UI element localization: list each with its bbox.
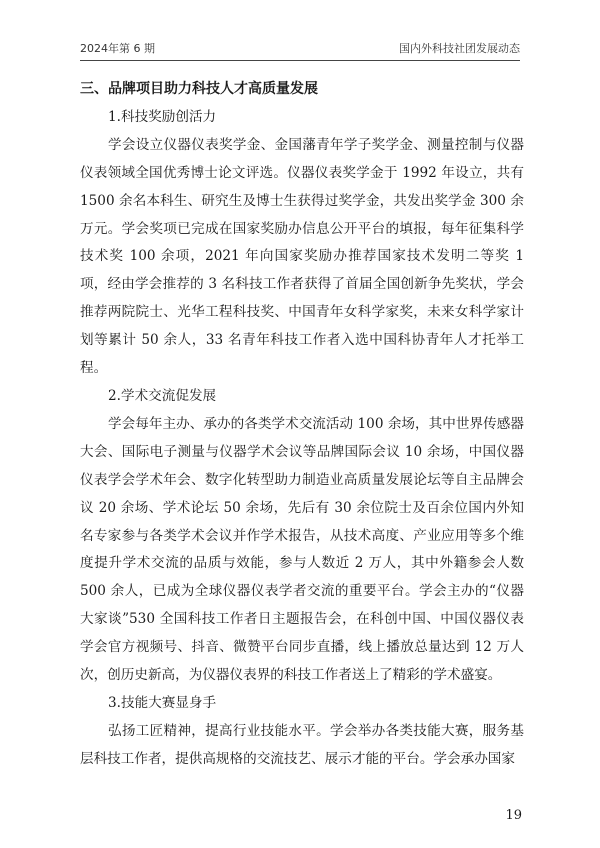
page-number: 19 — [505, 808, 522, 823]
article-body — [80, 76, 524, 774]
body-paragraph: 弘扬工匠精神，提高行业技能水平。学会举办各类技能大赛，服务基层科技工作者，提供高规格的交流技艺、展示才能的平台。学会承办国家 — [80, 722, 524, 767]
publication-title: 国内外科技社团发展动态 — [399, 42, 520, 55]
subsection-heading: 2.学术交流促发展 — [108, 387, 217, 404]
section-title: 三、品牌项目助力科技人才高质量发展 — [80, 81, 318, 97]
body-paragraph: 学会每年主办、承办的各类学术交流活动 100 余场，其中世界传感器大会、国际电子测量与仪器学术会议等品牌国际会议 10 余场，中国仪器仪表学会学术年会、数字化转型助力制造业高质量发展论坛等自主品牌会议 20 余场、学术论坛 50 余场，先后有 30 余位院士及百余位国内外知名专家参与各类学术会议并作学术报告，从技术高度、产业应用等多个维度提升学术交流的品质与效能，参与人数近 2 万人，其中外籍参会人数 500 余人，已成为全球仪器仪表学者交流的重要平台。学会主办的“仪器大家谈”530 全国科技工作者日主题报告会，在科创中国、中国仪器仪表学会官方视频号、抖音、微赞平台同步直播，线上播放总量达到 12 万人次，创历史新高，为仪器仪表界的科技工作者送上了精彩的学术盛宴。 — [80, 415, 524, 684]
issue-label: 2024年第 6 期 — [80, 42, 155, 55]
body-paragraph: 学会设立仪器仪表奖学金、金国藩青年学子奖学金、测量控制与仪器仪表领域全国优秀博士论文评选。仪器仪表奖学金于 1992 年设立，共有 1500 余名本科生、研究生及博士生获得过奖学金，共发出奖学金 300 余万元。学会奖项已完成在国家奖励办信息公开平台的填报，每年征集科学技术奖 100 余项，2021 年向国家奖励办推荐国家技术发明二等奖 1 项，经由学会推荐的 3 名科技工作者获得了首届全国创新争先奖状，学会推荐两院院士、光华工程科技奖、中国青年女科学家奖，未来女科学家计划等累计 50 余人，33 名青年科技工作者入选中国科协青年人才托举工程。 — [80, 136, 524, 377]
subsection-heading: 1.科技奖励创活力 — [108, 108, 217, 125]
header-divider — [80, 60, 520, 61]
subsection-heading: 3.技能大赛显身手 — [108, 694, 217, 711]
running-header — [80, 40, 520, 56]
